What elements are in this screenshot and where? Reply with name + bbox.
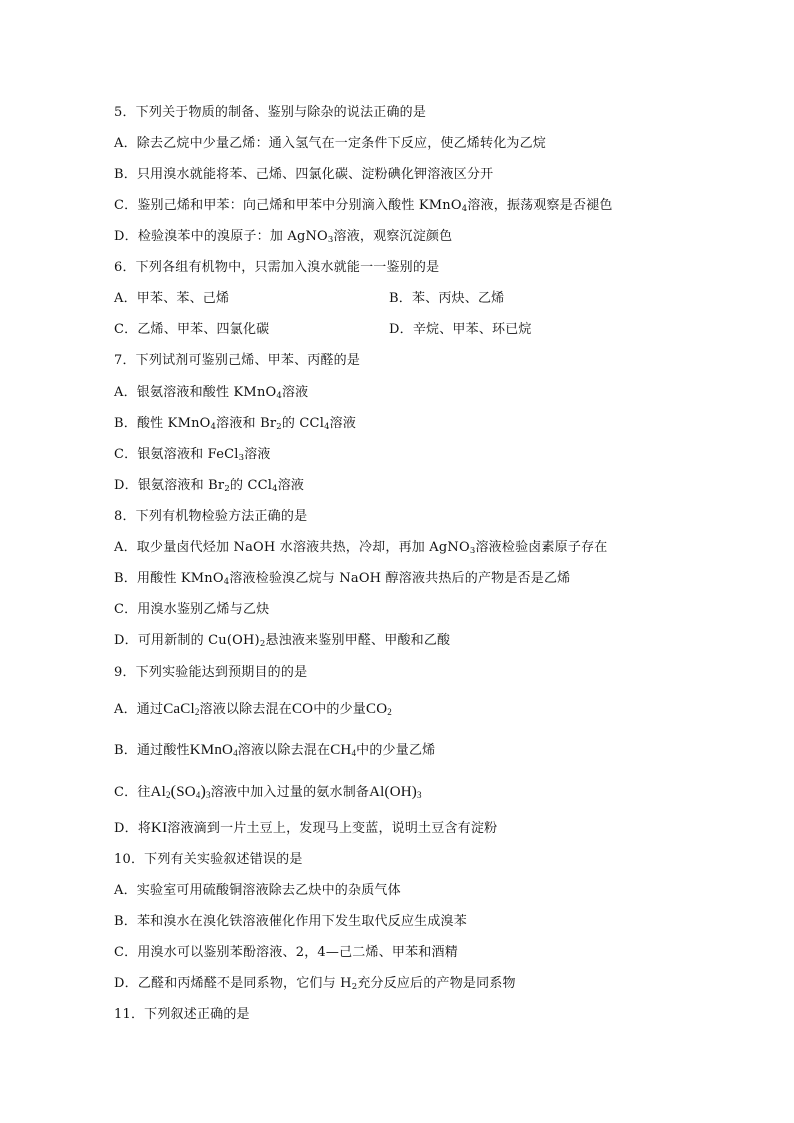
q6-option-b: B．苯、丙炔、乙烯 [389, 291, 505, 306]
q7-option-b: B．酸性 KMnO$_4$溶液和 $Br_2$的 CCl$_4$溶液 [114, 416, 357, 432]
q7-option-a: A．银氨溶液和酸性 KMnO$_4$溶液 [114, 385, 309, 401]
q9-option-c: C．往$Al_2(SO_4)_3$溶液中加入过量的氨水制备$Al(OH)_3$ [114, 783, 422, 800]
q8-stem: 8．下列有机物检验方法正确的是 [114, 509, 308, 524]
q6-option-d: D．辛烷、甲苯、环已烷 [389, 322, 532, 337]
q10-option-c: C．用溴水可以鉴别苯酚溶液、2，4—己二烯、甲苯和酒精 [114, 945, 458, 960]
q9-option-a: A．通过CaCl$_2$溶液以除去混在CO中的少量$CO_2$ [114, 701, 392, 717]
q7-option-c: C．银氨溶液和 FeCl$_3$溶液 [114, 447, 271, 463]
q10-option-a: A．实验室可用硫酸铜溶液除去乙炔中的杂质气体 [114, 883, 401, 898]
q10-option-d: D．乙醛和丙烯醛不是同系物，它们与 $H_2$充分反应后的产物是同系物 [114, 976, 516, 992]
q8-option-d: D．可用新制的 $Cu(OH)_2$悬浊液来鉴别甲醛、甲酸和乙酸 [114, 633, 451, 649]
q10-option-b: B．苯和溴水在溴化铁溶液催化作用下发生取代反应生成溴苯 [114, 914, 467, 929]
q8-option-c: C．用溴水鉴别乙烯与乙炔 [114, 602, 270, 617]
q7-stem: 7．下列试剂可鉴别己烯、甲苯、丙醛的是 [114, 353, 361, 368]
q6-option-a: A．甲苯、苯、己烯 [114, 291, 230, 306]
q5-option-d: D．检验溴苯中的溴原子：加 AgNO$_3$溶液，观察沉淀颜色 [114, 229, 453, 245]
q5-stem: 5．下列关于物质的制备、鉴别与除杂的说法正确的是 [114, 105, 427, 120]
q5-option-c: C．鉴别己烯和甲苯：向己烯和甲苯中分别滴入酸性 KMnO$_4$溶液，振荡观察是否褪色 [114, 198, 613, 214]
q8-option-a: A．取少量卤代烃加 NaOH 水溶液共热，冷却，再加 AgNO$_3$溶液检验卤素原子存在 [114, 540, 608, 556]
q7-option-d: D．银氨溶液和 $Br_2$的 CCl$_4$溶液 [114, 478, 305, 494]
q6-option-c: C．乙烯、甲苯、四氯化碳 [114, 322, 270, 337]
q8-option-b: B．用酸性 KMnO$_4$溶液检验溴乙烷与 NaOH 醇溶液共热后的产物是否是乙烯 [114, 571, 571, 587]
q9-option-b: B．通过酸性KMnO$_4$溶液以除去混在$CH_4$中的少量乙烯 [114, 742, 436, 758]
q5-option-b: B．只用溴水就能将苯、己烯、四氯化碳、淀粉碘化钾溶液区分开 [114, 167, 494, 182]
q5-option-a: A．除去乙烷中少量乙烯：通入氢气在一定条件下反应，使乙烯转化为乙烷 [114, 136, 546, 151]
q9-option-d: D．将KI溶液滴到一片土豆上，发现马上变蓝，说明土豆含有淀粉 [114, 820, 498, 836]
q10-stem: 10．下列有关实验叙述错误的是 [114, 852, 303, 867]
q6-stem: 6．下列各组有机物中，只需加入溴水就能一一鉴别的是 [114, 260, 440, 275]
q11-stem: 11．下列叙述正确的是 [114, 1007, 250, 1022]
q9-stem: 9．下列实验能达到预期目的的是 [114, 665, 308, 680]
